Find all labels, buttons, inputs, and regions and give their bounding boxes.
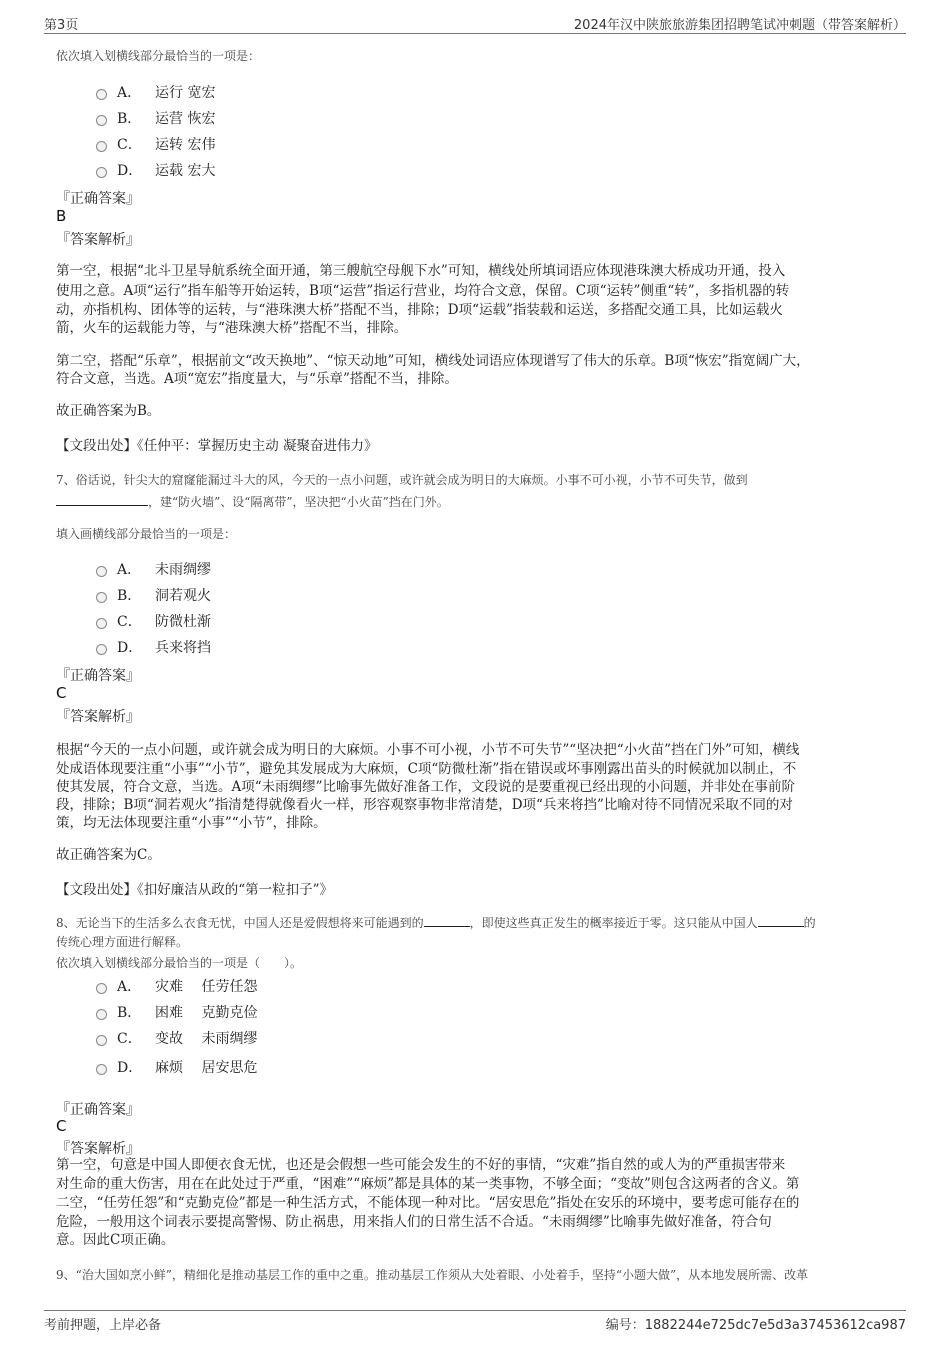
q7-conclusion: 故正确答案为C。 [56, 847, 161, 863]
option-text: 运转 宏伟 [155, 137, 216, 153]
footer-rule [44, 1310, 906, 1311]
q8-stem-text: ，即使这些真正发生的概率接近于零。这只能从中国人 [469, 916, 758, 930]
q8-analysis-line: 意。因此C项正确。 [56, 1232, 175, 1248]
radio-icon[interactable] [96, 618, 107, 629]
q7-stem-text: ，建“防火墙”、设“隔离带”，坚决把“小火苗”挡在门外。 [148, 495, 449, 509]
q7-stem: 7、俗话说，针尖大的窟窿能漏过斗大的风，今天的一点小问题，或许就会成为明日的大麻烦。小事不可小视，小节不可失节，做到 [56, 473, 748, 487]
option-letter: A． [117, 562, 142, 578]
code-label: 编号： [605, 1318, 645, 1333]
q8-stem-text: 的 [803, 916, 816, 930]
q6-option-b[interactable] [96, 108, 215, 128]
q7-analysis-label: 『答案解析』 [56, 709, 140, 725]
option-letter: C． [117, 137, 142, 153]
option-letter: B． [117, 1005, 142, 1021]
radio-icon[interactable] [96, 115, 107, 126]
radio-icon[interactable] [96, 592, 107, 603]
document-code [606, 1314, 906, 1333]
q6-analysis-label: 『答案解析』 [56, 232, 140, 248]
q8-prompt: 依次填入划横线部分最恰当的一项是（ ）。 [56, 956, 303, 970]
option-letter: C． [117, 614, 142, 630]
fill-blank [758, 926, 804, 927]
q8-stem-line2: 传统心理方面进行解释。 [56, 935, 189, 949]
q6-analysis-line: 第一空，根据“北斗卫星导航系统全面开通，第三艘航空母舰下水”可知，横线处所填词语应体现港珠澳大桥成功开通，投入 [56, 263, 786, 279]
option-letter: D． [117, 640, 143, 656]
q8-answer: C [56, 1117, 67, 1135]
option-letter: B． [117, 111, 142, 127]
q7-source: 【文段出处】《扣好廉洁从政的“第一粒扣子”》 [56, 882, 334, 898]
q8-analysis-line: 危险，一般用这个词表示要提高警惕、防止祸患，用来指人们的日常生活不合适。“未雨绸缪”比喻事先做好准备，符合句 [56, 1214, 772, 1230]
q6-prompt: 依次填入划横线部分最恰当的一项是： [56, 49, 261, 63]
option-letter: D． [117, 1060, 143, 1076]
option-letter: A． [117, 979, 142, 995]
option-text: 麻烦 居安思危 [155, 1060, 258, 1076]
q6-answer: B [56, 207, 67, 225]
option-text: 困难 克勤克俭 [155, 1005, 258, 1021]
option-text: 变故 未雨绸缪 [155, 1031, 258, 1047]
q8-analysis-line: 对生命的重大伤害，用在在此处过于严重，“困难”“麻烦”都是具体的某一类事物，不够全面；“变故”则包含这两者的含义。第 [56, 1176, 800, 1192]
option-letter: C． [117, 1031, 142, 1047]
q6-analysis-line: 第二空，搭配“乐章”，根据前文“改天换地”、“惊天动地”可知，横线处词语应体现谱写了伟大的乐章。B项“恢宏”指宽阔广大， [56, 353, 810, 369]
page-number: 第3页 [44, 18, 79, 33]
option-text: 运行 宽宏 [155, 85, 216, 101]
q7-option-b[interactable] [96, 585, 211, 605]
q6-analysis-line: 动，亦指机构、团体等的运转，与“港珠澳大桥”搭配不当，排除；D项“运载”指装载和运送，多搭配交通工具，比如运载火 [56, 302, 783, 318]
q6-answer-label: 『正确答案』 [56, 191, 140, 207]
radio-icon[interactable] [96, 167, 107, 178]
q6-analysis-line: 使用之意。A项“运行”指车船等开始运转，B项“运营”指运行营业，均符合文意，保留。C项“运转”侧重“转”，多指机器的转 [56, 283, 790, 299]
option-text: 运载 宏大 [155, 163, 216, 179]
q8-analysis-line: 第一空，句意是中国人即便衣食无忧，也还是会假想一些可能会发生的不好的事情，“灾难”指自然的或人为的严重损害带来 [56, 1157, 786, 1173]
header-rule [44, 33, 906, 34]
option-text: 灾难 任劳任怨 [155, 979, 258, 995]
radio-icon[interactable] [96, 1009, 107, 1020]
q6-option-a[interactable] [96, 82, 215, 102]
radio-icon[interactable] [96, 89, 107, 100]
radio-icon[interactable] [96, 1035, 107, 1046]
q8-stem [56, 913, 816, 933]
q7-prompt: 填入画横线部分最恰当的一项是： [56, 527, 237, 541]
q7-option-a[interactable] [96, 559, 211, 579]
q7-answer: C [56, 684, 67, 702]
option-text: 洞若观火 [155, 588, 211, 604]
q7-analysis-line: 根据“今天的一点小问题，或许就会成为明日的大麻烦。小事不可小视，小节不可失节”“坚决把“小火苗”挡在门外”可知，横线 [56, 742, 800, 758]
q7-option-d[interactable] [96, 637, 211, 657]
option-text: 兵来将挡 [155, 640, 211, 656]
q8-option-c[interactable] [96, 1028, 257, 1048]
code-value: 1882244e725dc7e5d3a37453612ca987 [644, 1318, 906, 1333]
radio-icon[interactable] [96, 141, 107, 152]
q6-source: 【文段出处】《任仲平：掌握历史主动 凝聚奋进伟力》 [56, 438, 378, 454]
q7-analysis-line: 使其发展，符合文意，当选。A项“未雨绸缪”比喻事先做好准备工作，文段说的是要重视已经出现的小问题，并非处在事前阶 [56, 779, 796, 795]
option-letter: A． [117, 85, 142, 101]
q7-analysis-line: 策，均无法体现要注重“小事”“小节”，排除。 [56, 815, 327, 831]
option-text: 运营 恢宏 [155, 111, 216, 127]
fill-blank [424, 926, 470, 927]
document-title: 2024年汉中陕旅旅游集团招聘笔试冲刺题（带答案解析） [573, 18, 906, 33]
q8-stem-text: 8、无论当下的生活多么衣食无忧，中国人还是爱假想将来可能遇到的 [56, 916, 424, 930]
q9-stem: 9、“治大国如烹小鲜”，精细化是推动基层工作的重中之重。推动基层工作须从大处着眼、小处着手，坚持“小题大做”，从本地发展所需、改革 [56, 1268, 809, 1282]
option-text: 未雨绸缪 [155, 562, 211, 578]
q6-option-c[interactable] [96, 134, 215, 154]
footer-slogan: 考前押题，上岸必备 [44, 1318, 162, 1333]
radio-icon[interactable] [96, 983, 107, 994]
option-letter: D． [117, 163, 143, 179]
radio-icon[interactable] [96, 566, 107, 577]
q6-option-d[interactable] [96, 160, 215, 180]
q8-analysis-label: 『答案解析』 [56, 1141, 140, 1157]
option-letter: B． [117, 588, 142, 604]
radio-icon[interactable] [96, 644, 107, 655]
q8-analysis-line: 二空，“任劳任怨”和“克勤克俭”都是一种生活方式，不能体现一种对比。“居安思危”指处在安乐的环境中，要考虑可能存在的 [56, 1195, 800, 1211]
q7-answer-label: 『正确答案』 [56, 668, 140, 684]
q8-answer-label: 『正确答案』 [56, 1102, 140, 1118]
q6-conclusion: 故正确答案为B。 [56, 403, 161, 419]
q7-analysis-line: 段，排除；B项“洞若观火”指清楚得就像看火一样，形容观察事物非常清楚，D项“兵来将挡”比喻对待不同情况采取不同的对 [56, 797, 793, 813]
option-text: 防微杜渐 [155, 614, 211, 630]
q6-analysis-line: 符合文意，当选。A项“宽宏”指度量大，与“乐章”搭配不当，排除。 [56, 371, 458, 387]
q8-option-d[interactable] [96, 1057, 257, 1077]
fill-blank [56, 505, 148, 506]
q6-analysis-line: 箭，火车的运载能力等，与“港珠澳大桥”搭配不当，排除。 [56, 320, 408, 336]
q7-analysis-line: 处成语体现要注重“小事”“小节”，避免其发展成为大麻烦，C项“防微杜渐”指在错误或坏事刚露出苗头的时候就加以制止，不 [56, 761, 797, 777]
q7-option-c[interactable] [96, 611, 211, 631]
q8-option-a[interactable] [96, 976, 257, 996]
radio-icon[interactable] [96, 1064, 107, 1075]
q7-stem-line2 [56, 492, 449, 512]
q8-option-b[interactable] [96, 1002, 257, 1022]
